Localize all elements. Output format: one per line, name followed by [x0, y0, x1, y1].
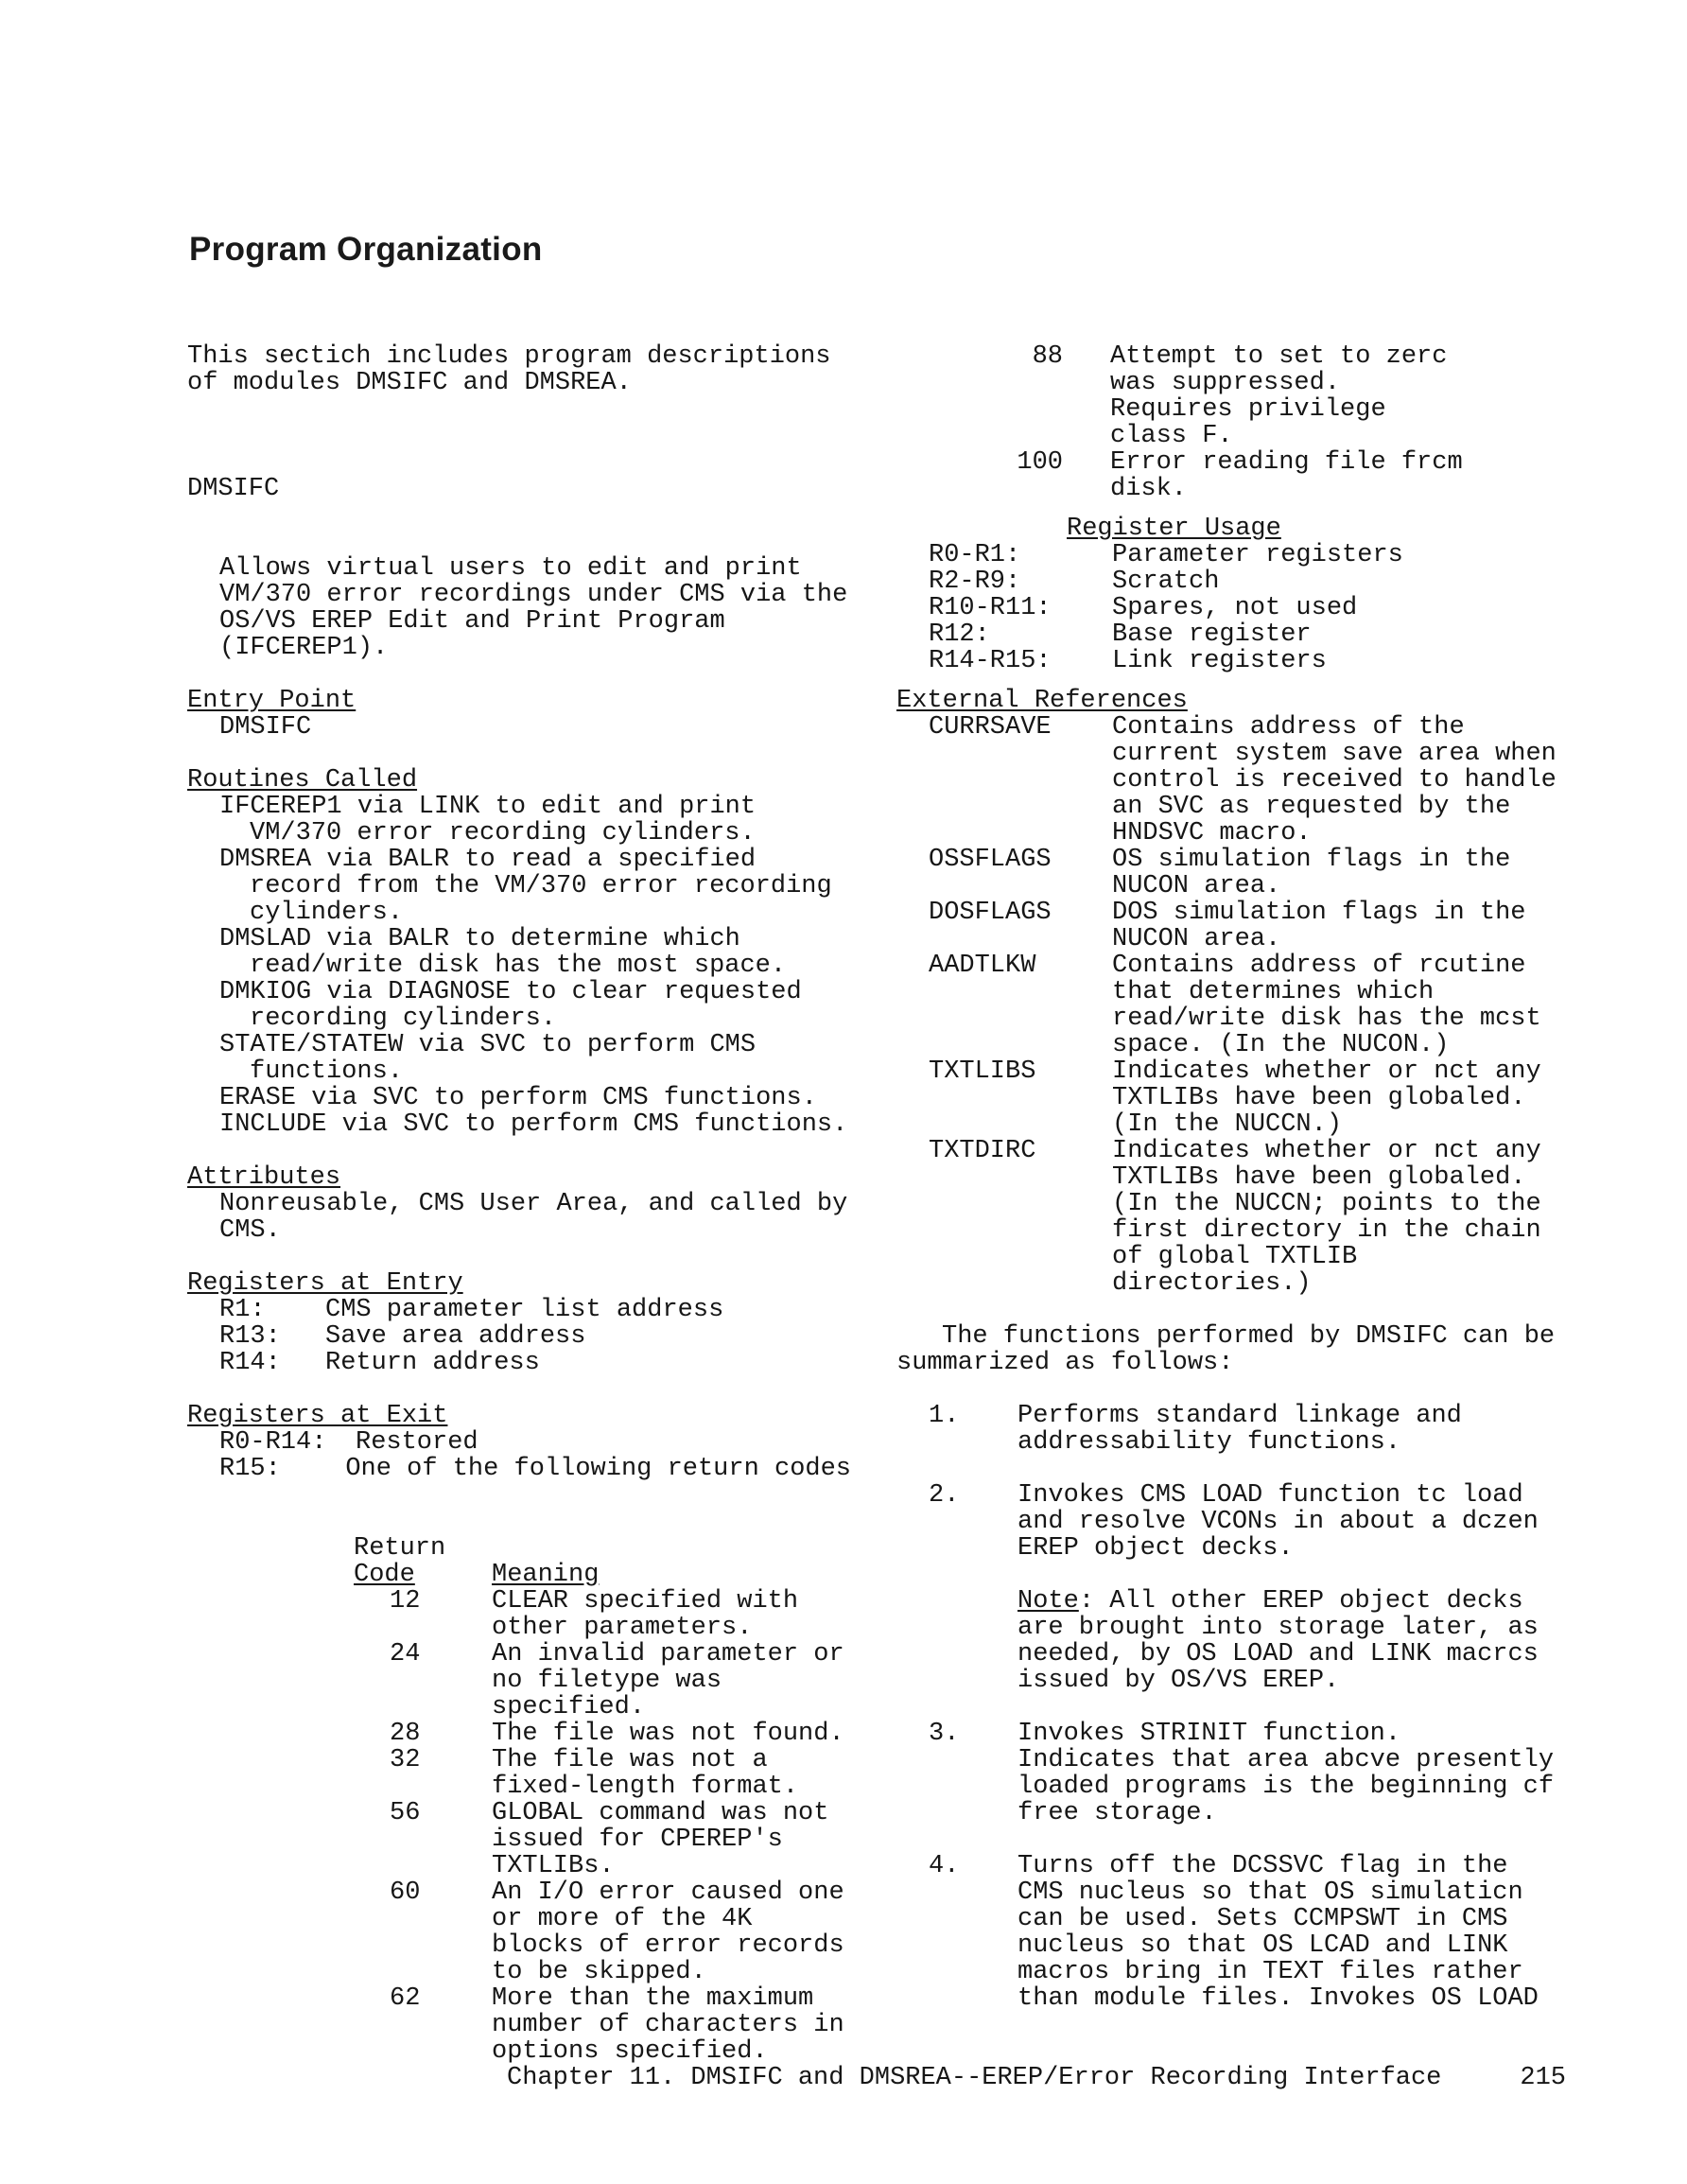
function-line: addressability functions.: [1017, 1428, 1401, 1457]
return-code: 56: [390, 1799, 421, 1827]
return-code: 12: [390, 1587, 421, 1616]
register-desc: Link registers: [1112, 647, 1327, 675]
desc-line: first directory in the chain: [1112, 1216, 1541, 1245]
function-number: 2.: [929, 1481, 960, 1510]
summary-line-2: summarized as follows:: [896, 1349, 1234, 1377]
external-reference-row: [896, 952, 1558, 1058]
function-number: 1.: [929, 1402, 960, 1430]
register-row: [219, 1297, 851, 1323]
rc-header-return: Return: [354, 1534, 446, 1563]
routine-line: recording cylinders.: [250, 1005, 557, 1033]
meaning-line: GLOBAL command was not: [492, 1799, 829, 1827]
function-line: Performs standard linkage and: [1017, 1402, 1462, 1430]
desc-line: an SVC as requested by the: [1112, 793, 1511, 821]
intro-line-2: of modules DMSIFC and DMSREA.: [187, 369, 632, 397]
meaning-line: Attempt to set to zerc: [1110, 342, 1448, 371]
return-code-row: [354, 1588, 851, 1641]
function-line: EREP object decks.: [1017, 1534, 1294, 1563]
return-code-meaning: [492, 1985, 844, 2065]
function-line: and resolve VCONs in about a dczen: [1017, 1508, 1539, 1536]
register-usage-heading: Register Usage: [1067, 515, 1281, 543]
return-code-row: [896, 449, 1558, 502]
spacer: [896, 1562, 1558, 1588]
meaning-line: issued for CPEREP's: [492, 1826, 783, 1854]
desc-line: (In the NUCCN; points to the: [1112, 1190, 1541, 1218]
register-name: R0-R14:: [219, 1428, 327, 1457]
routine-line: DMSLAD via BALR to determine which: [219, 925, 740, 953]
return-code-row: [354, 1879, 851, 1985]
desc-line: NUCON area.: [1112, 872, 1281, 900]
function-text: [1017, 1721, 1554, 1826]
external-reference-desc: [1112, 900, 1525, 952]
external-references-heading: External References: [896, 687, 1188, 715]
meaning-line: fixed-length format.: [492, 1773, 799, 1801]
spacer: [896, 1376, 1558, 1403]
rc-continued-rows: [896, 343, 1558, 502]
desc-line: directories.): [1112, 1269, 1312, 1298]
meaning-line: disk.: [1110, 475, 1188, 503]
external-reference-name: OSSFLAGS: [929, 846, 1052, 874]
function-line: Turns off the DCSSVC flag in the: [1017, 1852, 1508, 1880]
function-line: Invokes STRINIT function.: [1017, 1720, 1401, 1748]
function-line: Invokes CMS LOAD function tc load: [1017, 1481, 1523, 1510]
meaning-line: options specified.: [492, 2037, 768, 2066]
routine-line: VM/370 error recording cylinders.: [250, 819, 756, 847]
routines-list: [187, 794, 851, 1138]
entry-point-heading: Entry Point: [187, 687, 357, 715]
desc-line: of global TXTLIB: [1112, 1243, 1358, 1271]
routine-item: [187, 794, 851, 847]
page-number: 215: [1520, 2064, 1566, 2092]
register-row: [219, 1429, 851, 1456]
desc-line: DOS simulation flags in the: [1112, 899, 1526, 927]
note-text: : All other EREP object decks: [1078, 1587, 1523, 1616]
desc-line: TXTLIBs have been globaled.: [1112, 1084, 1526, 1112]
function-line: free storage.: [1017, 1799, 1217, 1827]
desc-line: Allows virtual users to edit and print: [219, 554, 802, 583]
routine-line: INCLUDE via SVC to perform CMS functions.: [219, 1110, 848, 1139]
register-desc: Save area address: [325, 1322, 586, 1351]
summary-line-1: The functions performed by DMSIFC can be: [942, 1322, 1556, 1351]
return-code: 32: [390, 1746, 421, 1774]
register-desc: Base register: [1112, 620, 1312, 649]
return-code-row: [354, 1985, 851, 2065]
routine-item: [187, 1085, 851, 1111]
intro-line-1: [187, 343, 851, 370]
external-reference-row: [896, 1138, 1558, 1297]
page-footer: [507, 2065, 1566, 2091]
desc-line: NUCON area.: [1112, 925, 1281, 953]
return-code-row: [354, 1641, 851, 1721]
external-reference-desc: [1112, 1058, 1541, 1138]
return-code: 62: [390, 1984, 421, 2013]
return-code-row: [354, 1721, 851, 1747]
external-reference-desc: [1112, 714, 1557, 847]
return-code-row: [896, 343, 1558, 449]
return-code: 100: [1017, 448, 1063, 477]
function-note: [896, 1588, 1558, 1694]
registers-at-entry-list: [187, 1297, 851, 1376]
return-code-meaning: [492, 1641, 844, 1721]
register-desc: Return address: [325, 1349, 540, 1377]
routine-line: DMKIOG via DIAGNOSE to clear requested: [219, 978, 802, 1006]
return-code-row: [354, 1800, 851, 1879]
desc-line: Contains address of rcutine: [1112, 952, 1526, 980]
function-list: [896, 1376, 1558, 2012]
meaning-line: to be skipped.: [492, 1958, 706, 1986]
register-row: [219, 1456, 851, 1482]
register-row: [219, 1350, 851, 1376]
register-name: R13:: [219, 1322, 281, 1351]
register-row: [896, 595, 1558, 621]
function-line: [1017, 1588, 1539, 1615]
register-name: R12:: [929, 620, 990, 649]
register-row: [896, 648, 1558, 674]
routine-line: IFCEREP1 via LINK to edit and print: [219, 793, 757, 821]
meaning-line: An I/O error caused one: [492, 1878, 844, 1907]
meaning-line: The file was not a: [492, 1746, 768, 1774]
desc-line: that determines which: [1112, 978, 1435, 1006]
return-code-meaning: [492, 1588, 798, 1641]
footer-chapter-text: Chapter 11. DMSIFC and DMSREA--EREP/Error Recording Interface: [507, 2064, 1442, 2092]
function-item: [896, 1853, 1558, 2012]
meaning-line: no filetype was: [492, 1667, 722, 1695]
desc-line: (In the NUCCN.): [1112, 1110, 1343, 1139]
external-reference-desc: [1112, 847, 1510, 900]
meaning-line: An invalid parameter or: [492, 1640, 844, 1669]
register-name: R0-R1:: [929, 541, 1021, 569]
external-reference-name: DOSFLAGS: [929, 899, 1052, 927]
attributes-line: CMS.: [219, 1216, 281, 1245]
external-reference-row: [896, 900, 1558, 952]
meaning-line: blocks of error records: [492, 1931, 844, 1960]
meaning-line: or more of the 4K: [492, 1905, 753, 1933]
function-item: [896, 1482, 1558, 1562]
routine-item: [187, 926, 851, 979]
function-text: [1017, 1853, 1539, 2012]
function-number: 3.: [929, 1720, 960, 1748]
registers-at-exit-list: [187, 1429, 851, 1482]
rc-rows: [354, 1588, 851, 2065]
return-code-meaning: [1110, 449, 1463, 502]
module-description: [187, 555, 851, 661]
meaning-line: number of characters in: [492, 2011, 844, 2039]
return-code-meaning: [492, 1747, 798, 1800]
meaning-line: Requires privilege: [1110, 395, 1386, 424]
external-reference-name: CURRSAVE: [929, 713, 1052, 742]
external-reference-desc: [1112, 952, 1541, 1058]
entry-point-value: DMSIFC: [219, 713, 312, 742]
meaning-line: More than the maximum: [492, 1984, 814, 2013]
desc-line: OS simulation flags in the: [1112, 846, 1511, 874]
function-line: can be used. Sets CCMPSWT in CMS: [1017, 1905, 1508, 1933]
desc-line: OS/VS EREP Edit and Print Program: [219, 607, 725, 636]
desc-line: space. (In the NUCON.): [1112, 1031, 1450, 1059]
meaning-line: TXTLIBs.: [492, 1852, 615, 1880]
meaning-line: specified.: [492, 1693, 646, 1721]
desc-line: VM/370 error recordings under CMS via the: [219, 581, 848, 609]
desc-line: TXTLIBs have been globaled.: [1112, 1163, 1526, 1192]
external-reference-name: AADTLKW: [929, 952, 1036, 980]
meaning-line: other parameters.: [492, 1614, 753, 1642]
desc-line: control is received to handle: [1112, 766, 1557, 795]
register-desc: Restored: [356, 1428, 478, 1457]
register-row: [896, 568, 1558, 595]
spacer: [896, 1826, 1558, 1853]
intro-text-1: This sectich includes program descriptions: [187, 342, 831, 371]
routine-line: DMSREA via BALR to read a specified: [219, 846, 757, 874]
function-line: CMS nucleus so that OS simulaticn: [1017, 1878, 1523, 1907]
return-code-table: [187, 1535, 851, 2065]
function-item: [896, 1403, 1558, 1456]
register-name: R14-R15:: [929, 647, 1052, 675]
function-line: are brought into storage later, as: [1017, 1614, 1539, 1642]
routine-line: cylinders.: [250, 899, 404, 927]
return-code-meaning: [492, 1800, 828, 1879]
note-label: Note: [1017, 1587, 1079, 1616]
register-desc: One of the following return codes: [345, 1455, 851, 1483]
attributes-heading: Attributes: [187, 1163, 341, 1192]
function-line: issued by OS/VS EREP.: [1017, 1667, 1340, 1695]
external-reference-desc: [1112, 1138, 1541, 1297]
return-code-meaning: [492, 1721, 844, 1747]
function-line: needed, by OS LOAD and LINK macrcs: [1017, 1640, 1539, 1669]
routine-item: [187, 1032, 851, 1085]
external-reference-name: TXTDIRC: [929, 1137, 1036, 1165]
attributes-text: [187, 1191, 851, 1244]
meaning-line: CLEAR specified with: [492, 1587, 799, 1616]
function-line: macros bring in TEXT files rather: [1017, 1958, 1523, 1986]
left-column: [187, 343, 851, 2065]
function-text: [1017, 1482, 1539, 1562]
attributes-line: Nonreusable, CMS User Area, and called by: [219, 1190, 848, 1218]
function-line: loaded programs is the beginning cf: [1017, 1773, 1555, 1801]
external-reference-row: [896, 714, 1558, 847]
page-title: Program Organization: [189, 231, 543, 268]
spacer: [896, 1694, 1558, 1721]
return-code: 28: [390, 1720, 421, 1748]
return-code: 24: [390, 1640, 421, 1669]
return-code: 60: [390, 1878, 421, 1907]
routine-item: [187, 1111, 851, 1138]
meaning-line: Error reading file frcm: [1110, 448, 1463, 477]
external-references-list: [896, 714, 1558, 1297]
register-desc: CMS parameter list address: [325, 1296, 724, 1324]
register-desc: Scratch: [1112, 568, 1220, 596]
module-name: DMSIFC: [187, 475, 280, 503]
external-reference-row: [896, 1058, 1558, 1138]
meaning-line: class F.: [1110, 422, 1233, 450]
routine-line: read/write disk has the most space.: [250, 952, 787, 980]
registers-at-entry-heading: Registers at Entry: [187, 1269, 463, 1298]
meaning-line: The file was not found.: [492, 1720, 844, 1748]
routine-line: ERASE via SVC to perform CMS functions.: [219, 1084, 817, 1112]
routine-line: record from the VM/370 error recording: [250, 872, 832, 900]
register-name: R10-R11:: [929, 594, 1052, 622]
rc-header-code: Code: [354, 1561, 415, 1589]
register-desc: Spares, not used: [1112, 594, 1358, 622]
desc-line: read/write disk has the mcst: [1112, 1005, 1541, 1033]
register-row: [219, 1323, 851, 1350]
register-name: R14:: [219, 1349, 281, 1377]
external-reference-name: TXTLIBS: [929, 1057, 1036, 1086]
routine-line: STATE/STATEW via SVC to perform CMS: [219, 1031, 757, 1059]
register-row: [896, 621, 1558, 648]
rc-header-row: [354, 1562, 851, 1588]
function-line: than module files. Invokes OS LOAD: [1017, 1984, 1539, 2013]
function-number: 4.: [929, 1852, 960, 1880]
function-text: [1017, 1403, 1462, 1456]
register-name: R1:: [219, 1296, 266, 1324]
return-code-meaning: [1110, 343, 1447, 449]
function-item: [896, 1721, 1558, 1826]
register-desc: Parameter registers: [1112, 541, 1403, 569]
external-reference-row: [896, 847, 1558, 900]
routine-item: [187, 979, 851, 1032]
meaning-line: was suppressed.: [1110, 369, 1341, 397]
register-usage-list: [896, 542, 1558, 674]
register-row: [896, 542, 1558, 568]
register-name: R15:: [219, 1455, 281, 1483]
desc-line: current system save area when: [1112, 740, 1557, 768]
desc-line: (IFCEREP1).: [219, 634, 389, 662]
desc-line: Indicates whether or nct any: [1112, 1137, 1541, 1165]
function-number: [896, 1588, 1017, 1694]
routine-line: functions.: [250, 1057, 404, 1086]
function-line: nucleus so that OS LCAD and LINK: [1017, 1931, 1508, 1960]
routines-called-heading: Routines Called: [187, 766, 418, 795]
desc-line: HNDSVC macro.: [1112, 819, 1312, 847]
spacer: [896, 1456, 1558, 1482]
return-code-row: [354, 1747, 851, 1800]
function-text: [1017, 1588, 1539, 1694]
register-name: R2-R9:: [929, 568, 1021, 596]
desc-line: Contains address of the: [1112, 713, 1465, 742]
routine-item: [187, 847, 851, 926]
rc-header-meaning: Meaning: [492, 1561, 600, 1589]
registers-at-exit-heading: Registers at Exit: [187, 1402, 448, 1430]
right-column: [896, 343, 1558, 2012]
desc-line: Indicates whether or nct any: [1112, 1057, 1541, 1086]
return-code: 88: [1032, 342, 1063, 371]
function-line: Indicates that area abcve presently: [1017, 1746, 1555, 1774]
return-code-meaning: [492, 1879, 844, 1985]
